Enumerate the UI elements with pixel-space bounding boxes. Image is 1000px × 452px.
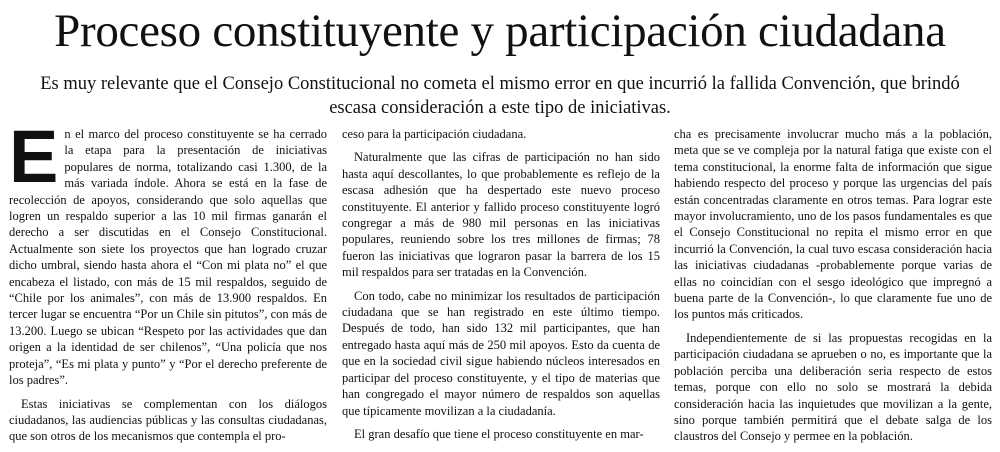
subheadline-line-2: escasa consideración a este tipo de iniciativas.: [329, 98, 671, 118]
column-2-paragraph-0: ceso para la participación ciudadana.: [342, 127, 527, 141]
column-1: [9, 115, 327, 452]
column-1-paragraph-1: [9, 115, 327, 389]
drop-cap: E: [9, 115, 59, 198]
column-3-paragraph-1: Independientemente de si las propuestas recogidas en la participación ciudadana se aprueben o no, es importante que la población perciba una deliberación seria respecto de estos temas, porque con ello no solo se mostrará la debida consideración hacia las inquietudes que movilizan a la gente, sino porque también permitirá que el debate salga de los claustros del Consejo y permee en la población.: [674, 330, 992, 444]
column-2: [342, 126, 660, 449]
column-2-paragraph-3: El gran desafío que tiene el proceso constituyente en mar-: [354, 426, 644, 441]
column-2-paragraph-2: Con todo, cabe no minimizar los resultados de participación ciudadana que se han registrado en este último tiempo. Después de todo, han sido 132 mil participantes, que han entregado hasta aquí más de 250 mil apoyos. Esto da cuenta de que en la sociedad civil sigue habiendo núcleos interesados en participar del proceso constituyente, y el tipo de materias que han congregado el mayor número de respaldos son aquellas que típicamente movilizan a la ciudadanía.: [342, 288, 660, 418]
subheadline: [20, 72, 980, 120]
column-1-paragraph-2: Estas iniciativas se complementan con los diálogos ciudadanos, las audiencias públicas y las consultas ciudadanas, que son otros de los mecanismos que contempla el pro-: [9, 396, 327, 444]
column-3: [674, 126, 992, 452]
subheadline-line-1: Es muy relevante que el Consejo Constitucional no cometa el mismo error en que incurrió la fallida Convención, que brindó: [40, 74, 960, 94]
column-3-paragraph-0: cha es precisamente involucrar mucho más a la población, meta que se ve compleja por la natural fatiga que existe con el tema constitucional, la enorme falta de información que sigue habiendo respecto del proceso y porque las urgencias del país están concentradas claramente en otros temas. Para lograr este mayor involucramiento, uno de los pasos fundamentales es que el Consejo Constitucional no repita el mismo error en que incurrió la Convención, la cual tuvo escasa consideración hacia las iniciativas ciudadanas -probablemente porque varias de ellas no coincidían con el sesgo ideológico que impregnó a buena parte de la Convención-, lo que claramente fue uno de los puntos más criticados.: [674, 127, 992, 322]
column-1-paragraph-1-text: n el marco del proceso constituyente se ha cerrado la etapa para la presentación de iniciativas populares de norma, totalizando casi 1.300, de la más variada índole. Ahora se está en la fase de recolección de apoyos, considerando que solo aquellas que logren un respaldo superior a las 10 mil firmas ganarán el derecho a ser discutidas en el Consejo Constitucional. Actualmente son siete los proyectos que han logrado cruzar dicho umbral, siendo hasta ahora el “Con mi plata no” el que encabeza el listado, con más de 15 mil respaldos, seguido de “Chile por los animales”, con más de 13.900 respaldos. En tercer lugar se encuentra “Por un Chile sin pitutos”, con más de 13.200. Luego se ubican “Respeto por las actividades que dan origen a la identidad de ser chilenos”, “Una policía que nos proteja”, “Es mi plata y punto” y “Por el derecho preferente de los padres”.: [9, 127, 327, 388]
column-2-paragraph-1: Naturalmente que las cifras de participación no han sido hasta aquí descollantes, lo que probablemente es reflejo de la escasa adhesión que ha despertado este nuevo proceso constituyente. El anterior y fallido proceso constituyente logró congregar a más de 980 mil personas en las iniciativas populares, reuniendo sobre los tres millones de firmas; 78 fueron las iniciativas que lograron pasar la barrera de los 15 mil respaldos para ser tratadas en la Convención.: [342, 150, 660, 280]
headline: Proceso constituyente y participación ciudadana: [54, 5, 946, 57]
